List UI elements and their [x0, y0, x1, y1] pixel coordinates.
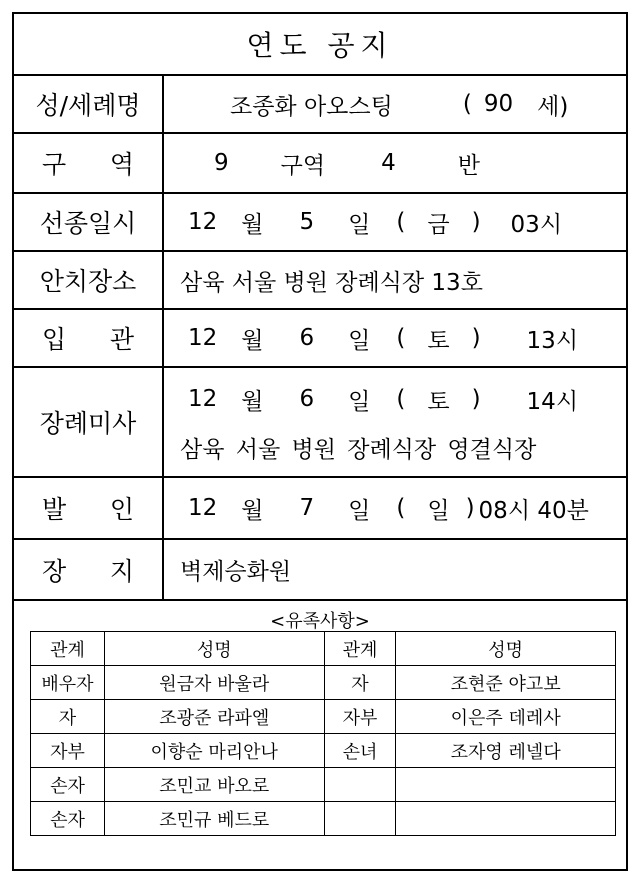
mass-day: 6 [299, 386, 315, 412]
name-value [164, 76, 626, 132]
header-relation: 관계 [324, 632, 396, 666]
name-cell [396, 802, 616, 836]
header-relation: 관계 [31, 632, 105, 666]
table-row [31, 700, 616, 734]
coffin-month: 12 [188, 325, 218, 351]
departure-value [164, 478, 626, 538]
mass-month: 12 [188, 386, 218, 412]
family-table [30, 631, 616, 836]
mass-paren-open: ( [396, 386, 406, 412]
table-row [31, 734, 616, 768]
death-label: 선종일시 [14, 194, 164, 250]
mass-month-word: 월 [241, 388, 264, 415]
departure-label-b: 인 [109, 495, 134, 524]
ban-number: 4 [381, 150, 396, 176]
age-open: ( [462, 91, 472, 117]
death-value [164, 194, 626, 250]
departure-time: 08시 40분 [478, 497, 589, 524]
header-name: 성명 [396, 632, 616, 666]
table-row [31, 666, 616, 700]
departure-day: 7 [299, 495, 315, 521]
family-section [14, 601, 626, 869]
coffin-time: 13시 [526, 327, 579, 354]
mass-datetime [164, 374, 578, 424]
district-number: 9 [214, 150, 229, 176]
coffin-paren-open: ( [396, 325, 406, 351]
table-row [31, 768, 616, 802]
death-month-word: 월 [241, 211, 264, 238]
relation-cell [324, 802, 396, 836]
age-value: 90 [483, 91, 514, 117]
family-title: <유족사항> [270, 611, 370, 632]
notice-frame [12, 12, 628, 871]
family-header-row [31, 632, 616, 666]
relation-cell: 자 [31, 700, 105, 734]
place-label: 안치장소 [14, 252, 164, 308]
name-cell: 조광준 라파엘 [104, 700, 324, 734]
mass-row [14, 368, 626, 478]
coffin-label-a: 입 [42, 325, 67, 354]
name-cell: 조민규 베드로 [104, 802, 324, 836]
table-row [31, 802, 616, 836]
relation-cell: 자부 [324, 700, 396, 734]
name-cell: 조자영 레넬다 [396, 734, 616, 768]
coffin-day: 6 [299, 325, 315, 351]
death-paren-open: ( [396, 209, 406, 235]
mass-paren-close: ) [471, 386, 481, 412]
name-label: 성/세례명 [14, 76, 164, 132]
district-value [164, 134, 626, 192]
coffin-label [14, 310, 164, 366]
death-day: 5 [299, 209, 315, 235]
burial-label [14, 540, 164, 599]
coffin-weekday: 토 [427, 327, 450, 354]
death-day-word: 일 [348, 211, 371, 238]
mass-time: 14시 [526, 388, 579, 415]
departure-label [14, 478, 164, 538]
departure-label-a: 발 [42, 495, 67, 524]
name-cell [396, 768, 616, 802]
relation-cell: 자 [324, 666, 396, 700]
death-month: 12 [188, 209, 218, 235]
coffin-paren-close: ) [471, 325, 481, 351]
mass-location-line [164, 424, 536, 470]
departure-paren-close: ) [465, 495, 475, 521]
coffin-value [164, 310, 626, 366]
burial-row [14, 540, 626, 601]
mass-label: 장례미사 [14, 368, 164, 476]
ban-word: 반 [457, 152, 480, 179]
coffin-day-word: 일 [348, 327, 371, 354]
place-row [14, 252, 626, 310]
departure-weekday: 일 [427, 497, 450, 524]
departure-day-word: 일 [348, 497, 371, 524]
mass-weekday: 토 [427, 388, 450, 415]
relation-cell: 손자 [31, 768, 105, 802]
relation-cell [324, 768, 396, 802]
relation-cell: 손녀 [324, 734, 396, 768]
notice-title: 연도 공지 [14, 14, 626, 76]
name-cell: 원금자 바울라 [104, 666, 324, 700]
district-label-b: 역 [109, 150, 134, 179]
burial-value [164, 540, 626, 599]
burial-text: 벽제승화원 [180, 559, 292, 585]
name-cell: 조현준 야고보 [396, 666, 616, 700]
age-unit: 세) [537, 93, 569, 120]
mass-day-word: 일 [348, 388, 371, 415]
death-row [14, 194, 626, 252]
name-cell: 조민교 바오로 [104, 768, 324, 802]
name-cell: 이향순 마리안나 [104, 734, 324, 768]
coffin-row [14, 310, 626, 368]
district-label-a: 구 [42, 150, 67, 179]
death-weekday: 금 [427, 211, 450, 238]
departure-month: 12 [188, 495, 218, 521]
coffin-label-b: 관 [109, 325, 134, 354]
death-paren-close: ) [471, 209, 481, 235]
district-row [14, 134, 626, 194]
place-value [164, 252, 626, 308]
death-time: 03시 [510, 211, 563, 238]
district-label [14, 134, 164, 192]
name-cell: 이은주 데레사 [396, 700, 616, 734]
departure-month-word: 월 [241, 497, 264, 524]
departure-row [14, 478, 626, 540]
coffin-month-word: 월 [241, 327, 264, 354]
relation-cell: 배우자 [31, 666, 105, 700]
departure-paren-open: ( [396, 495, 406, 521]
header-name: 성명 [104, 632, 324, 666]
burial-label-b: 지 [109, 556, 134, 586]
person-name: 조종화 아오스팅 [230, 93, 393, 120]
place-text: 삼육 서울 병원 장례식장 13호 [180, 269, 483, 296]
relation-cell: 손자 [31, 802, 105, 836]
burial-label-a: 장 [42, 556, 67, 586]
relation-cell: 자부 [31, 734, 105, 768]
mass-value [164, 368, 626, 476]
name-row [14, 76, 626, 134]
mass-location: 삼육 서울 병원 장례식장 영결식장 [180, 436, 537, 463]
district-word: 구역 [280, 152, 326, 179]
